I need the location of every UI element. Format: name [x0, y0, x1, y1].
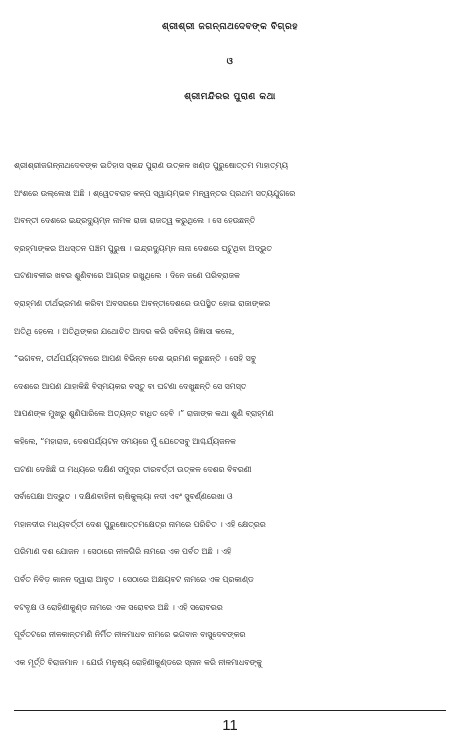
text-line: ପରିମାଣ ଦଶ ଯୋଜନ । ସେଠାରେ ନୀଳଗିରି ନାମରେ ଏକ ପର୍ବତ ଅଛି । ଏହି: [14, 547, 232, 557]
text-line: ଶ୍ରୀଶ୍ରୀଜଗନ୍ନାଥଦେବଙ୍କ ଇତିହାସ ସ୍କନ୍ଦ ପୁରାଣ ଉତ୍କଳ ଖଣ୍ଡ ପୁରୁଷୋତ୍ତମ ମାହାତ୍ମ୍ୟ: [14, 161, 289, 170]
title-line-2: ଓ: [226, 57, 234, 67]
text-line: ଅଂଶରେ ଉଲ୍ଲେଖ ଅଛି । ଶ୍ୱେତବରାହ କଳ୍ପ ସ୍ୱାୟମ୍ଭବ ମନ୍ୱନ୍ତର ପ୍ରଥମ ସତ୍ୟଯୁଗରେ: [14, 188, 296, 198]
text-line: କହିଲେ, “ମହାରାଜ, ଦେଶପର୍ଯ୍ୟଟନ ସମୟରେ ମୁଁ ଯେତେସବୁ ଆଶ୍ଚର୍ଯ୍ୟଜନକ: [14, 436, 236, 446]
page-number: 11: [222, 717, 238, 734]
text-line: ଆପଣଙ୍କ ମୁଖରୁ ଶୁଣିପାରିଲେ ଅତ୍ୟନ୍ତ ବାଧିତ ହେବି ।” ରାଜାଙ୍କ କଥା ଶୁଣି ବ୍ରାହ୍ମଣ: [14, 409, 274, 419]
text-line: ପର୍ବତ ନିବିଡ଼ କାନନ ଦ୍ୱାରା ଆବୃତ । ସେଠାରେ ଅକ୍ଷୟବଟ ନାମରେ ଏକ ପ୍ରକାଣ୍ଡ: [14, 574, 254, 584]
text-line: “ଭଗବନ, ତୀର୍ଥପର୍ଯ୍ୟଟନରେ ଆପଣ ବିଭିନ୍ନ ଦେଶ ଭ୍ରମଣ କରୁଛନ୍ତି । ସେହି ସବୁ: [14, 354, 257, 364]
footer-divider: [14, 710, 446, 711]
text-line: ମହାନଦୀର ମଧ୍ୟବର୍ତ୍ତୀ ଦେଶ ପୁରୁଷୋତ୍ତମକ୍ଷେତ୍ର ନାମରେ ପରିଚିତ । ଏହି କ୍ଷେତ୍ରର: [14, 519, 266, 529]
text-line: ଅତିଥି ହେଲେ । ଅତିଥିଙ୍କର ଯଥୋଚିତ ଆଦର କରି ସବିନୟ ଜିଜ୍ଞାସା କଲେ,: [14, 326, 235, 336]
text-line: ଘଟଣା ଦେଖିଛି ତା ମଧ୍ୟରେ ଦକ୍ଷିଣ ସମୁଦ୍ର ତୀରବର୍ତ୍ତୀ ଉତ୍କଳ ଦେଶର ବିବରଣୀ: [14, 464, 252, 474]
text-line: ସର୍ବାପେକ୍ଷା ଅଦ୍ଭୁତ । ଦକ୍ଷିଣବାହିନୀ ଋଷିକୁଲ୍ୟା ନଦୀ ଏବଂ ସୁବର୍ଣ୍ଣରେଖା ଓ: [14, 492, 233, 502]
text-line: ଏକ ମୂର୍ତ୍ତି ବିରାଜମାନ । ଯେଉଁ ମନୁଷ୍ୟ ରୋହିଣୀକୁଣ୍ଡରେ ସ୍ନାନ କରି ନୀଳମାଧବଙ୍କୁ: [14, 657, 262, 667]
title-line-3: ଶ୍ରୀମନ୍ଦିରର ପୁରାଣ କଥା: [184, 92, 276, 102]
text-line: ବ୍ରାହ୍ମଣ ତୀର୍ଥଭ୍ରମଣ କରିବା ଅବସରରେ ଅବନ୍ତୀଦେଶରେ ଉପସ୍ଥିତ ହୋଇ ରାଜାଙ୍କର: [14, 298, 271, 308]
title-line-1: ଶ୍ରୀଶ୍ରୀ ଜଗନ୍ନାଥଦେବଙ୍କ ବିଗ୍ରହ: [161, 22, 299, 32]
text-line: ଦେଶରେ ଆପଣ ଯାହାକିଛି ବିସ୍ମୟକର ବସ୍ତୁ ବା ଘଟଣା ଦେଖୁଛନ୍ତି ସେ ସମସ୍ତ: [14, 381, 247, 391]
body-paragraph: [14, 152, 450, 676]
text-line: ବଟବୃକ୍ଷ ଓ ରୋହିଣୀକୁଣ୍ଡ ନାମରେ ଏକ ସରୋବର ଅଛି । ଏହି ସରୋବରର: [14, 602, 223, 612]
text-line: ଅବନ୍ତୀ ଦେଶରେ ଇନ୍ଦ୍ରଦ୍ୟୁମ୍ନ ନାମକ ରାଜା ରାଜତ୍ୱ କରୁଥିଲେ । ସେ ହେଉଛନ୍ତି: [14, 216, 256, 226]
chapter-title: [0, 10, 460, 115]
text-line: ଘଟଣାବଳୀର ଖବର ଶୁଣିବାରେ ଆଗ୍ରହ ରଖୁଥିଲେ । ଦିନେ ଜଣେ ପରିବ୍ରାଜକ: [14, 271, 240, 281]
text-line: ପୂର୍ବତଟରେ ନୀଳକାନ୍ତମଣି ନିର୍ମିତ ନୀଳମାଧବ ନାମରେ ଭଗବାନ ବାସୁଦେବଙ୍କର: [14, 630, 246, 640]
text-line: ବ୍ରହ୍ମାଙ୍କର ଅଧସ୍ତନ ପଞ୍ଚମ ପୁରୁଷ । ଇନ୍ଦ୍ରଦ୍ୟୁମ୍ନ ନାନା ଦେଶରେ ଘଟୁଥିବା ଅଦ୍ଭୁତ: [14, 243, 272, 253]
